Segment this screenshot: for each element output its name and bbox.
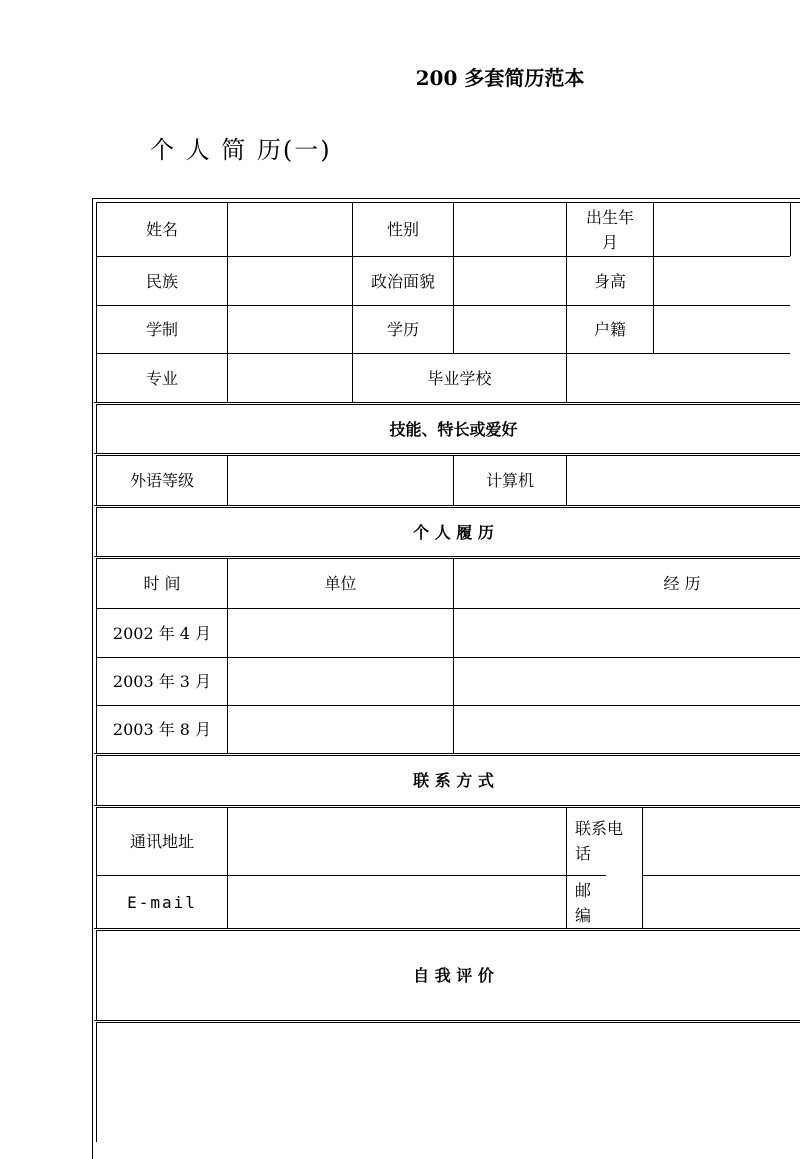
history-row-unit[interactable] bbox=[227, 657, 453, 705]
experience-column-header: 经 历 bbox=[453, 558, 800, 608]
schooling-label: 学制 bbox=[96, 305, 227, 353]
history-row-time: 2003 年 3 月 bbox=[96, 657, 227, 705]
school-field[interactable] bbox=[566, 353, 790, 402]
hukou-label: 户籍 bbox=[566, 305, 653, 353]
email-field[interactable] bbox=[227, 875, 566, 928]
height-field[interactable] bbox=[653, 256, 790, 305]
history-row-unit[interactable] bbox=[227, 705, 453, 753]
section-divider bbox=[94, 1020, 800, 1021]
history-row-experience[interactable] bbox=[453, 705, 800, 753]
address-field[interactable] bbox=[227, 807, 566, 875]
skills-section-title: 技能、特长或爱好 bbox=[96, 404, 800, 453]
photo-cell bbox=[790, 202, 800, 256]
document-title: 200 多套简历范本 bbox=[415, 66, 585, 90]
computer-label: 计算机 bbox=[453, 455, 566, 505]
unit-column-header: 单位 bbox=[227, 558, 453, 608]
section-divider bbox=[94, 402, 800, 403]
birth-field[interactable] bbox=[653, 202, 790, 256]
history-row-experience[interactable] bbox=[453, 657, 800, 705]
phone-field[interactable] bbox=[642, 807, 800, 875]
computer-field[interactable] bbox=[566, 455, 800, 505]
political-label: 政治面貌 bbox=[352, 256, 453, 305]
phone-label: 联系电话 bbox=[566, 807, 642, 875]
hukou-field[interactable] bbox=[653, 305, 790, 353]
major-field[interactable] bbox=[227, 353, 352, 402]
history-row-experience[interactable] bbox=[453, 608, 800, 657]
history-row-time: 2002 年 4 月 bbox=[96, 608, 227, 657]
gender-label: 性别 bbox=[352, 202, 453, 256]
time-column-header: 时 间 bbox=[96, 558, 227, 608]
section-divider bbox=[94, 753, 800, 754]
name-label: 姓名 bbox=[96, 202, 227, 256]
name-field[interactable] bbox=[227, 202, 352, 256]
ethnicity-field[interactable] bbox=[227, 256, 352, 305]
resume-subtitle: 个 人 简 历(一) bbox=[150, 136, 332, 164]
section-divider bbox=[94, 556, 800, 557]
birth-label: 出生年月 bbox=[566, 202, 653, 256]
school-label: 毕业学校 bbox=[352, 353, 566, 402]
zip-field[interactable] bbox=[642, 875, 800, 928]
section-divider bbox=[94, 453, 800, 454]
section-divider bbox=[94, 928, 800, 929]
language-level-field[interactable] bbox=[227, 455, 453, 505]
schooling-field[interactable] bbox=[227, 305, 352, 353]
section-divider bbox=[94, 505, 800, 506]
section-divider bbox=[94, 805, 800, 806]
evaluation-field[interactable] bbox=[96, 1022, 800, 1142]
resume-section-title: 个 人 履 历 bbox=[96, 507, 800, 556]
ethnicity-label: 民族 bbox=[96, 256, 227, 305]
gender-field[interactable] bbox=[453, 202, 566, 256]
political-field[interactable] bbox=[453, 256, 566, 305]
history-row-time: 2003 年 8 月 bbox=[96, 705, 227, 753]
major-label: 专业 bbox=[96, 353, 227, 402]
evaluation-section-title: 自 我 评 价 bbox=[96, 930, 800, 1020]
zip-label: 邮编 bbox=[566, 875, 606, 928]
history-row-unit[interactable] bbox=[227, 608, 453, 657]
cell-border bbox=[642, 875, 643, 928]
email-label: E-mail bbox=[96, 875, 227, 928]
education-field[interactable] bbox=[453, 305, 566, 353]
language-level-label: 外语等级 bbox=[96, 455, 227, 505]
contact-section-title: 联 系 方 式 bbox=[96, 755, 800, 805]
education-label: 学历 bbox=[352, 305, 453, 353]
height-label: 身高 bbox=[566, 256, 653, 305]
address-label: 通讯地址 bbox=[96, 807, 227, 875]
